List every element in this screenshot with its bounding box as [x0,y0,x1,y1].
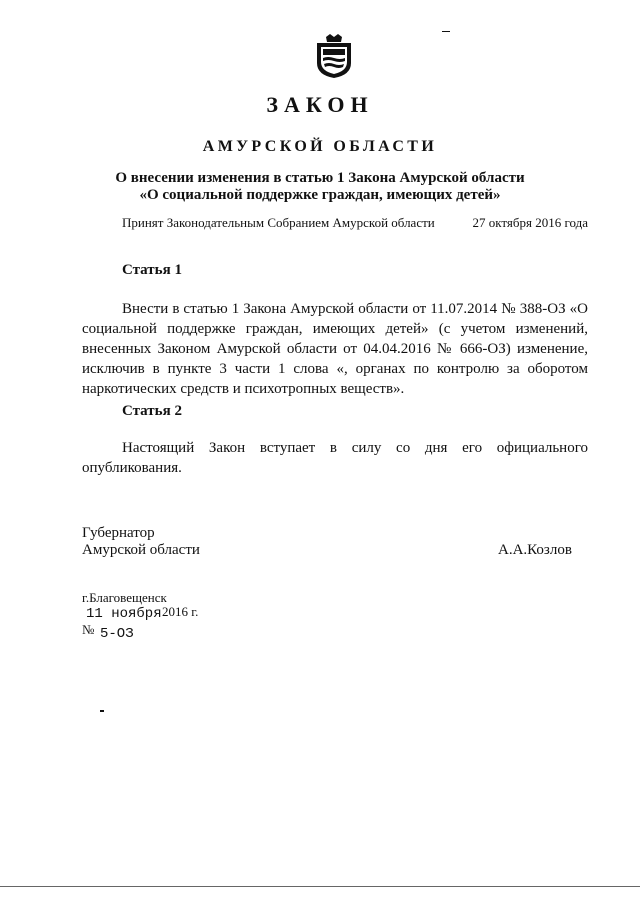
article1-text: Внести в статью 1 Закона Амурской области от 11.07.2014 № 388-ОЗ «О социальной поддержке граждан, имеющих детей» (с учетом изменений, внесенных Законом Амурской области от 04.04.2016 № 666-ОЗ) изменение, исключив в пункте 3 части 1 слова «, органах по контролю за оборотом наркотических средств и психотропных веществ». [82,301,588,397]
article2-title: Статья 2 [122,403,182,419]
scan-speck [100,710,104,712]
signature-position-line1: Губернатор [82,525,155,541]
signature-position-line2: Амурской области [82,542,200,558]
document-title: ЗАКОН [266,92,374,117]
law-heading-line1: О внесении изменения в статью 1 Закона Амурской области [115,170,525,186]
signature-position [82,525,200,559]
signing-date: 11 ноября [86,606,162,622]
article1-title: Статья 1 [122,262,182,278]
law-number: 5-ОЗ [100,626,134,642]
adopted-date: 27 октября 2016 года [472,215,588,230]
document-subtitle: АМУРСКОЙ ОБЛАСТИ [202,138,438,155]
page-bottom-edge [0,886,640,887]
adopted-by: Принят Законодательным Собранием Амурской области [122,215,435,230]
signing-year: 2016 г. [162,604,199,619]
amur-coat-of-arms-icon [314,33,354,79]
law-heading-line2: «О социальной поддержке граждан, имеющих детей» [139,187,501,203]
adoption-line [122,215,588,231]
number-label: № [82,622,95,637]
city: г.Благовещенск [82,590,167,605]
signatory-name: А.А.Козлов [498,542,572,558]
article2-text: Настоящий Закон вступает в силу со дня его официального опубликования. [82,440,588,476]
scan-speck [442,31,450,32]
